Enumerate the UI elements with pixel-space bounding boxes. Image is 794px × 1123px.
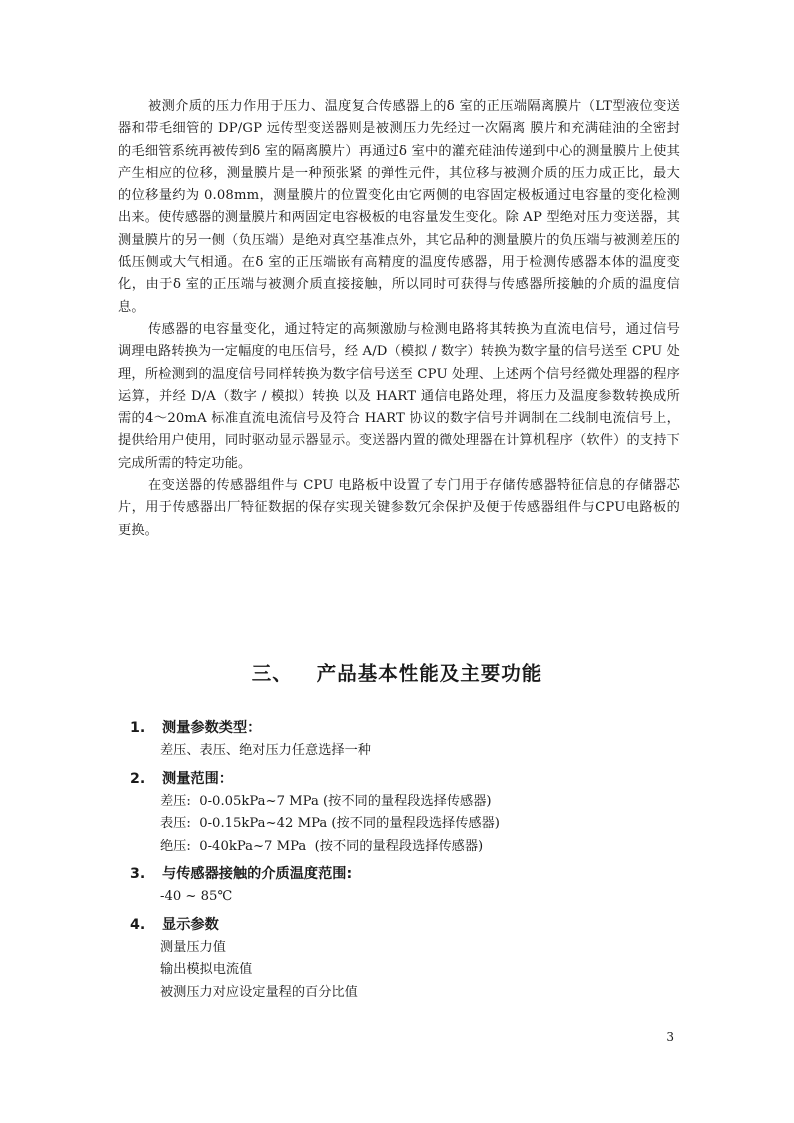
body-text xyxy=(118,96,680,542)
section-title: 产品基本性能及主要功能 xyxy=(316,662,543,685)
feature-item xyxy=(130,767,650,859)
feature-line: 输出模拟电流值 xyxy=(160,962,253,977)
feature-line: 差压: 0-0.05kPa~7 MPa (按不同的量程段选择传感器) xyxy=(160,793,492,809)
feature-title-text: 与传感器接触的介质温度范围: xyxy=(162,866,353,882)
feature-title-text: 测量范围： xyxy=(162,770,233,787)
feature-number: 4. xyxy=(130,916,146,933)
paragraph: 被测介质的压力作用于压力、温度复合传感器上的δ 室的正压端隔离膜片（LT型液位变送器和带毛细管的 DP/GP 远传型变送器则是被测压力先经过一次隔离 膜片和充满硅油的全密封的毛细管系统再被传到δ 室的隔离膜片）再通过δ 室中的灌充硅油传递到中心的测量膜片上使其产生相应的位移，测量膜片是一种预张紧 的弹性元件，其位移与被测介质的压力成正比，最大的位移量约为 0.08mm，测量膜片的位置变化由它两侧的电容固定极板通过电容量的变化检测出来。使传感器的测量膜片和两固定电容极板的电容量发生变化。除 AP 型绝对压力变送器，其测量膜片的另一侧（负压端）是绝对真空基准点外，其它品种的测量膜片的负压端与被测差压的低压侧或大气相通。在δ 室的正压端嵌有高精度的温度传感器，用于检测传感器本体的温度变化，由于δ 室的正压端与被测介质直接接触，所以同时可获得与传感器所接触的介质的温度信息。 xyxy=(118,99,680,315)
feature-line: 测量压力值 xyxy=(160,939,226,955)
section-heading xyxy=(0,658,794,686)
feature-number: 3. xyxy=(130,866,146,882)
paragraph: 在变送器的传感器组件与 CPU 电路板中设置了专门用于存储传感器特征信息的存储器芯片，用于传感器出厂特征数据的保存实现关键参数冗余保护及便于传感器组件与CPU电路板的更换。 xyxy=(118,478,680,538)
feature-title-text: 显示参数 xyxy=(162,916,219,933)
feature-item xyxy=(130,716,650,763)
feature-item xyxy=(130,913,650,1005)
feature-line: -40 ~ 85℃ xyxy=(160,889,233,904)
feature-title xyxy=(130,716,650,740)
feature-line: 被测压力对应设定量程的百分比值 xyxy=(160,984,358,1000)
paragraph: 传感器的电容量变化，通过特定的高频激励与检测电路将其转换为直流电信号，通过信号调理电路转换为一定幅度的电压信号，经 A/D（模拟 / 数字）转换为数字量的信号送至 CPU 处理，所检测到的温度信号同样转换为数字信号送至 CPU 处理、上述两个信号经微处理器的程序运算，并经 D/A（数字 / 模拟）转换 以及 HART 通信电路处理，将压力及温度参数转换成所需的4～20mA 标准直流电流信号及符合 HART 协议的数字信号并调制在二线制电流信号上，提供给用户使用，同时驱动显示器显示。变送器内置的微处理器在计算机程序（软件）的支持下完成所需的特定功能。 xyxy=(118,321,680,471)
feature-item xyxy=(130,862,650,909)
feature-title-text: 测量参数类型： xyxy=(162,720,262,736)
feature-title xyxy=(130,913,650,937)
page-number: 3 xyxy=(666,1030,674,1044)
feature-line: 表压: 0-0.15kPa~42 MPa (按不同的量程段选择传感器) xyxy=(160,816,500,831)
feature-title xyxy=(130,767,650,791)
feature-line: 绝压: 0-40kPa~7 MPa (按不同的量程段选择传感器) xyxy=(160,838,484,854)
feature-number: 1. xyxy=(130,720,146,736)
feature-line: 差压、表压、绝对压力任意选择一种 xyxy=(160,743,371,758)
feature-title xyxy=(130,862,650,886)
feature-number: 2. xyxy=(130,770,146,787)
feature-list xyxy=(130,716,650,1008)
section-number: 三、 xyxy=(251,662,293,685)
